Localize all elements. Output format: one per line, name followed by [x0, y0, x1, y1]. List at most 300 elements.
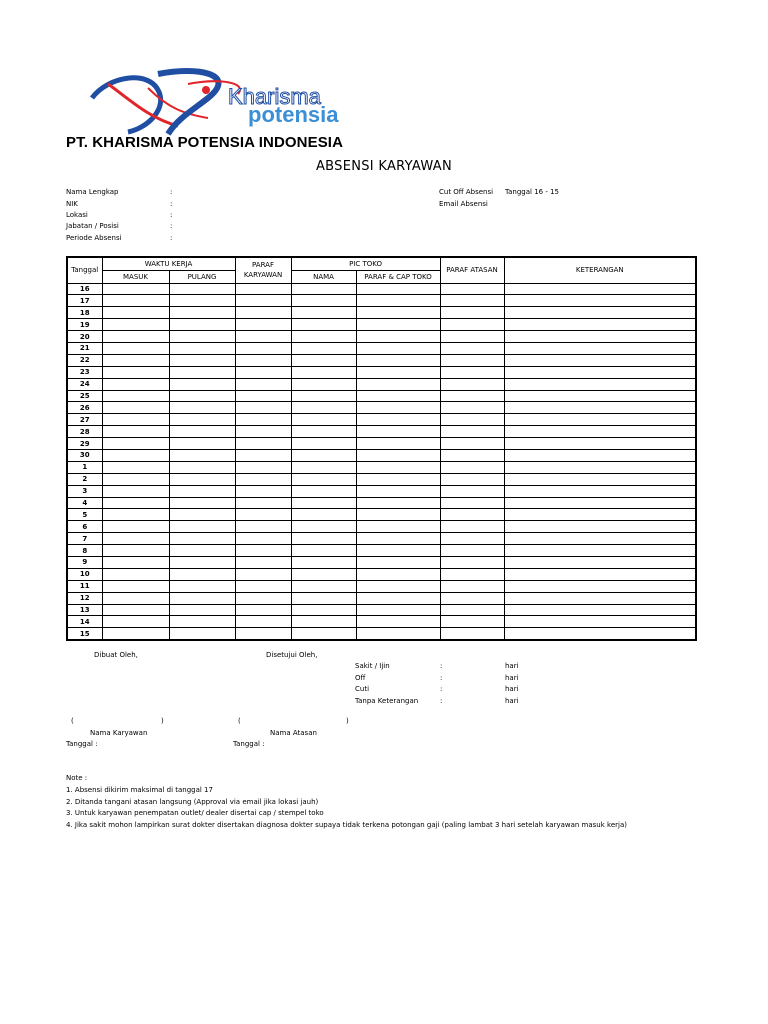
field-separator: : — [170, 234, 173, 242]
entry-cell — [235, 461, 291, 473]
field-separator: : — [170, 188, 173, 196]
day-cell: 11 — [67, 580, 102, 592]
entry-cell — [169, 568, 235, 580]
entry-cell — [235, 568, 291, 580]
cutoff-value: Tanggal 16 - 15 — [505, 188, 559, 196]
table-row — [67, 497, 696, 509]
entry-cell — [356, 378, 440, 390]
entry-cell — [102, 378, 169, 390]
entry-cell — [440, 449, 504, 461]
day-cell: 19 — [67, 319, 102, 331]
entry-cell — [169, 628, 235, 640]
entry-cell — [235, 331, 291, 343]
entry-cell — [504, 331, 696, 343]
header-waktu-kerja: WAKTU KERJA — [102, 257, 235, 270]
table-row — [67, 390, 696, 402]
disetujui-oleh-label: Disetujui Oleh, — [266, 651, 318, 659]
entry-cell — [102, 342, 169, 354]
entry-cell — [102, 604, 169, 616]
entry-cell — [102, 556, 169, 568]
entry-cell — [235, 485, 291, 497]
entry-cell — [102, 449, 169, 461]
entry-cell — [356, 604, 440, 616]
entry-cell — [169, 449, 235, 461]
entry-cell — [504, 295, 696, 307]
header-paraf-karyawan: PARAF KARYAWAN — [235, 257, 291, 283]
day-cell: 30 — [67, 449, 102, 461]
entry-cell — [235, 628, 291, 640]
entry-cell — [356, 509, 440, 521]
entry-cell — [440, 556, 504, 568]
day-cell: 16 — [67, 283, 102, 295]
table-row — [67, 580, 696, 592]
day-cell: 9 — [67, 556, 102, 568]
sign-right-close-paren: ) — [346, 717, 349, 725]
entry-cell — [235, 545, 291, 557]
day-cell: 10 — [67, 568, 102, 580]
entry-cell — [440, 331, 504, 343]
entry-cell — [235, 319, 291, 331]
table-row — [67, 616, 696, 628]
entry-cell — [235, 473, 291, 485]
table-row — [67, 485, 696, 497]
entry-cell — [102, 307, 169, 319]
entry-cell — [169, 521, 235, 533]
entry-cell — [356, 568, 440, 580]
note-item: 4. Jika sakit mohon lampirkan surat dokter disertakan diagnosa dokter supaya tidak terkena potongan gaji (paling lambat 3 hari setelah karyawan masuk kerja) — [66, 821, 627, 830]
day-cell: 29 — [67, 438, 102, 450]
entry-cell — [291, 509, 356, 521]
entry-cell — [504, 568, 696, 580]
entry-cell — [504, 497, 696, 509]
header-tanggal: Tanggal — [67, 257, 102, 283]
entry-cell — [356, 342, 440, 354]
entry-cell — [291, 402, 356, 414]
entry-cell — [169, 319, 235, 331]
entry-cell — [102, 402, 169, 414]
entry-cell — [504, 616, 696, 628]
entry-cell — [356, 497, 440, 509]
header-pulang: PULANG — [169, 270, 235, 283]
entry-cell — [235, 354, 291, 366]
day-cell: 8 — [67, 545, 102, 557]
entry-cell — [169, 402, 235, 414]
entry-cell — [169, 366, 235, 378]
entry-cell — [440, 414, 504, 426]
table-row — [67, 521, 696, 533]
day-cell: 17 — [67, 295, 102, 307]
entry-cell — [235, 366, 291, 378]
note-item: 3. Untuk karyawan penempatan outlet/ dealer disertai cap / stempel toko — [66, 809, 324, 818]
entry-cell — [102, 628, 169, 640]
entry-cell — [169, 485, 235, 497]
entry-cell — [235, 414, 291, 426]
table-row — [67, 331, 696, 343]
table-row — [67, 426, 696, 438]
entry-cell — [169, 378, 235, 390]
entry-cell — [356, 331, 440, 343]
entry-cell — [102, 545, 169, 557]
entry-cell — [291, 390, 356, 402]
day-cell: 7 — [67, 533, 102, 545]
entry-cell — [235, 402, 291, 414]
entry-cell — [356, 307, 440, 319]
tanggal-left-label: Tanggal : — [66, 740, 98, 748]
entry-cell — [504, 438, 696, 450]
day-cell: 25 — [67, 390, 102, 402]
entry-cell — [440, 592, 504, 604]
header-keterangan: KETERANGAN — [504, 257, 696, 283]
day-cell: 13 — [67, 604, 102, 616]
header-nama: NAMA — [291, 270, 356, 283]
entry-cell — [356, 283, 440, 295]
entry-cell — [291, 592, 356, 604]
table-row — [67, 283, 696, 295]
entry-cell — [440, 521, 504, 533]
entry-cell — [291, 331, 356, 343]
entry-cell — [504, 628, 696, 640]
entry-cell — [235, 604, 291, 616]
entry-cell — [356, 521, 440, 533]
entry-cell — [440, 473, 504, 485]
tanggal-right-label: Tanggal : — [233, 740, 265, 748]
entry-cell — [169, 390, 235, 402]
entry-cell — [169, 580, 235, 592]
field-label: NIK — [66, 200, 78, 208]
entry-cell — [169, 545, 235, 557]
table-row — [67, 378, 696, 390]
sign-right-open-paren: ( — [238, 717, 241, 725]
entry-cell — [235, 307, 291, 319]
entry-cell — [291, 521, 356, 533]
entry-cell — [291, 342, 356, 354]
table-row — [67, 568, 696, 580]
cuti-unit: hari — [505, 685, 519, 693]
entry-cell — [102, 461, 169, 473]
entry-cell — [102, 426, 169, 438]
entry-cell — [291, 556, 356, 568]
tanpa-keterangan-label: Tanpa Keterangan — [355, 697, 419, 705]
entry-cell — [169, 497, 235, 509]
entry-cell — [169, 283, 235, 295]
note-item: 1. Absensi dikirim maksimal di tanggal 17 — [66, 785, 213, 794]
attendance-body — [67, 283, 696, 640]
entry-cell — [291, 307, 356, 319]
table-row — [67, 342, 696, 354]
entry-cell — [102, 580, 169, 592]
field-label: Jabatan / Posisi — [66, 222, 119, 230]
entry-cell — [102, 592, 169, 604]
entry-cell — [356, 485, 440, 497]
entry-cell — [504, 580, 696, 592]
table-row — [67, 604, 696, 616]
entry-cell — [440, 509, 504, 521]
entry-cell — [169, 414, 235, 426]
off-label: Off — [355, 674, 366, 682]
entry-cell — [440, 616, 504, 628]
entry-cell — [102, 509, 169, 521]
day-cell: 24 — [67, 378, 102, 390]
table-row — [67, 295, 696, 307]
entry-cell — [504, 473, 696, 485]
entry-cell — [102, 497, 169, 509]
day-cell: 18 — [67, 307, 102, 319]
entry-cell — [504, 402, 696, 414]
note-item: 2. Ditanda tangani atasan langsung (Approval via email jika lokasi jauh) — [66, 797, 319, 806]
day-cell: 6 — [67, 521, 102, 533]
table-row — [67, 533, 696, 545]
entry-cell — [440, 604, 504, 616]
day-cell: 20 — [67, 331, 102, 343]
entry-cell — [356, 580, 440, 592]
entry-cell — [102, 568, 169, 580]
entry-cell — [235, 556, 291, 568]
entry-cell — [169, 473, 235, 485]
entry-cell — [291, 319, 356, 331]
entry-cell — [102, 283, 169, 295]
entry-cell — [504, 378, 696, 390]
field-separator: : — [170, 200, 173, 208]
entry-cell — [169, 331, 235, 343]
entry-cell — [504, 533, 696, 545]
sign-left-close-paren: ) — [161, 717, 164, 725]
off-unit: hari — [505, 674, 519, 682]
entry-cell — [291, 497, 356, 509]
day-cell: 2 — [67, 473, 102, 485]
field-label: Lokasi — [66, 211, 88, 219]
entry-cell — [440, 319, 504, 331]
field-separator: : — [170, 211, 173, 219]
entry-cell — [291, 580, 356, 592]
entry-cell — [356, 533, 440, 545]
entry-cell — [504, 485, 696, 497]
entry-cell — [504, 592, 696, 604]
entry-cell — [504, 509, 696, 521]
entry-cell — [169, 295, 235, 307]
entry-cell — [504, 366, 696, 378]
entry-cell — [291, 414, 356, 426]
table-row — [67, 473, 696, 485]
day-cell: 23 — [67, 366, 102, 378]
day-cell: 4 — [67, 497, 102, 509]
entry-cell — [440, 390, 504, 402]
entry-cell — [235, 533, 291, 545]
entry-cell — [169, 438, 235, 450]
entry-cell — [440, 568, 504, 580]
entry-cell — [235, 426, 291, 438]
table-row — [67, 354, 696, 366]
header-pic-toko: PIC TOKO — [291, 257, 440, 270]
entry-cell — [504, 521, 696, 533]
entry-cell — [440, 461, 504, 473]
table-row — [67, 461, 696, 473]
entry-cell — [356, 319, 440, 331]
entry-cell — [169, 556, 235, 568]
entry-cell — [440, 378, 504, 390]
entry-cell — [102, 438, 169, 450]
entry-cell — [440, 307, 504, 319]
entry-cell — [102, 533, 169, 545]
entry-cell — [102, 521, 169, 533]
entry-cell — [356, 354, 440, 366]
entry-cell — [440, 533, 504, 545]
entry-cell — [169, 307, 235, 319]
table-row — [67, 592, 696, 604]
entry-cell — [440, 402, 504, 414]
day-cell: 22 — [67, 354, 102, 366]
field-separator: : — [170, 222, 173, 230]
entry-cell — [102, 354, 169, 366]
entry-cell — [440, 628, 504, 640]
entry-cell — [356, 592, 440, 604]
attendance-table — [66, 256, 697, 641]
logo-text-top: Kharisma — [228, 84, 321, 109]
entry-cell — [291, 485, 356, 497]
notes-title: Note : — [66, 774, 88, 782]
table-row — [67, 449, 696, 461]
entry-cell — [504, 354, 696, 366]
entry-cell — [356, 556, 440, 568]
entry-cell — [440, 497, 504, 509]
entry-cell — [440, 342, 504, 354]
entry-cell — [356, 628, 440, 640]
entry-cell — [440, 295, 504, 307]
sakit-ijin-sep: : — [440, 662, 443, 670]
company-name: PT. KHARISMA POTENSIA INDONESIA — [66, 134, 344, 151]
cuti-sep: : — [440, 685, 443, 693]
entry-cell — [291, 616, 356, 628]
entry-cell — [102, 390, 169, 402]
tanpa-keterangan-sep: : — [440, 697, 443, 705]
day-cell: 3 — [67, 485, 102, 497]
entry-cell — [169, 342, 235, 354]
entry-cell — [235, 342, 291, 354]
entry-cell — [504, 414, 696, 426]
entry-cell — [291, 545, 356, 557]
entry-cell — [169, 426, 235, 438]
header-masuk: MASUK — [102, 270, 169, 283]
entry-cell — [356, 402, 440, 414]
entry-cell — [235, 283, 291, 295]
header-paraf-atasan: PARAF ATASAN — [440, 257, 504, 283]
day-cell: 15 — [67, 628, 102, 640]
entry-cell — [235, 449, 291, 461]
entry-cell — [169, 604, 235, 616]
entry-cell — [356, 545, 440, 557]
nama-atasan-label: Nama Atasan — [270, 729, 317, 737]
entry-cell — [235, 295, 291, 307]
entry-cell — [291, 604, 356, 616]
entry-cell — [356, 616, 440, 628]
day-cell: 12 — [67, 592, 102, 604]
day-cell: 27 — [67, 414, 102, 426]
table-row — [67, 556, 696, 568]
entry-cell — [356, 461, 440, 473]
table-row — [67, 628, 696, 640]
entry-cell — [169, 616, 235, 628]
table-row — [67, 307, 696, 319]
entry-cell — [504, 461, 696, 473]
entry-cell — [169, 509, 235, 521]
logo-text-bottom: potensia — [248, 102, 339, 127]
email-absensi-label: Email Absensi — [439, 200, 488, 208]
entry-cell — [235, 592, 291, 604]
entry-cell — [235, 580, 291, 592]
entry-cell — [504, 319, 696, 331]
header-paraf-cap-toko: PARAF & CAP TOKO — [356, 270, 440, 283]
entry-cell — [440, 580, 504, 592]
entry-cell — [356, 449, 440, 461]
entry-cell — [440, 354, 504, 366]
entry-cell — [356, 473, 440, 485]
entry-cell — [291, 378, 356, 390]
document-title: ABSENSI KARYAWAN — [315, 159, 453, 174]
entry-cell — [169, 592, 235, 604]
entry-cell — [102, 295, 169, 307]
entry-cell — [291, 438, 356, 450]
logo-swoosh — [92, 78, 161, 132]
entry-cell — [291, 449, 356, 461]
day-cell: 28 — [67, 426, 102, 438]
entry-cell — [169, 461, 235, 473]
entry-cell — [235, 438, 291, 450]
entry-cell — [504, 342, 696, 354]
field-label: Nama Lengkap — [66, 188, 119, 196]
day-cell: 1 — [67, 461, 102, 473]
entry-cell — [356, 426, 440, 438]
entry-cell — [291, 461, 356, 473]
nama-karyawan-label: Nama Karyawan — [90, 729, 148, 737]
sakit-ijin-unit: hari — [505, 662, 519, 670]
entry-cell — [504, 426, 696, 438]
entry-cell — [235, 378, 291, 390]
entry-cell — [440, 366, 504, 378]
entry-cell — [235, 497, 291, 509]
tanpa-keterangan-unit: hari — [505, 697, 519, 705]
entry-cell — [504, 545, 696, 557]
entry-cell — [291, 426, 356, 438]
entry-cell — [169, 354, 235, 366]
entry-cell — [504, 283, 696, 295]
entry-cell — [440, 545, 504, 557]
table-row — [67, 402, 696, 414]
entry-cell — [291, 354, 356, 366]
entry-cell — [356, 390, 440, 402]
entry-cell — [356, 295, 440, 307]
sign-left-open-paren: ( — [71, 717, 74, 725]
day-cell: 26 — [67, 402, 102, 414]
table-row — [67, 366, 696, 378]
entry-cell — [440, 438, 504, 450]
entry-cell — [356, 414, 440, 426]
off-sep: : — [440, 674, 443, 682]
entry-cell — [291, 628, 356, 640]
entry-cell — [235, 509, 291, 521]
entry-cell — [235, 521, 291, 533]
entry-cell — [504, 556, 696, 568]
entry-cell — [102, 414, 169, 426]
notes-section — [66, 773, 627, 832]
entry-cell — [291, 568, 356, 580]
entry-cell — [291, 533, 356, 545]
table-row — [67, 509, 696, 521]
sakit-ijin-label: Sakit / Ijin — [355, 662, 390, 670]
field-label: Periode Absensi — [66, 234, 122, 242]
table-row — [67, 545, 696, 557]
company-logo — [88, 68, 398, 140]
entry-cell — [291, 283, 356, 295]
table-row — [67, 319, 696, 331]
